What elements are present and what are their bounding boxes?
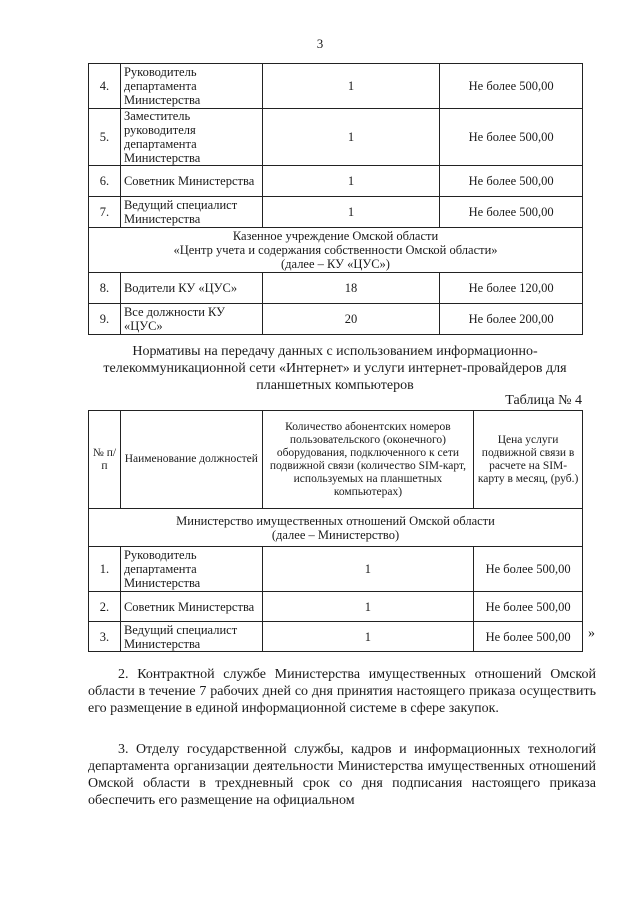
paragraph-item-2: 2. Контрактной службе Министерства имущественных отношений Омской области в течение 7 рабочих дней со дня принятия настоящего приказа осуществить его размещение в единой информационной системе в сфере закупок. [88,667,596,716]
section-title-line: Министерство имущественных отношений Омской области [176,513,495,528]
price-limit: Не более 500,00 [440,166,583,197]
row-number: 5. [89,109,121,166]
header-position: Наименование должностей [120,411,262,509]
position-name: Все должности КУ «ЦУС» [120,304,262,335]
table-caption: Таблица № 4 [505,393,582,408]
price-limit: Не более 500,00 [440,109,583,166]
heading-line: Нормативы на передачу данных с использованием информационно- [132,344,538,359]
section-row [89,228,583,273]
internet-norms-table-continued [88,63,583,335]
section-title-line: (далее – Министерство) [271,527,400,542]
price-limit: Не более 500,00 [474,592,583,622]
section-title [89,509,583,547]
row-number: 7. [89,197,121,228]
header-sim-count: Количество абонентских номеров пользовательского (оконечного) оборудования, подключенного к сети подвижной связи (количество SIM-карт, используемых на планшетных компьютерах) [262,411,474,509]
paragraph-item-3: 3. Отделу государственной службы, кадров и информационных технологий департамента организации деятельности Министерства имущественных отношений Омской области в трехдневный срок со дня подписания настоящего приказа обеспечить его размещение на официальном [88,742,596,808]
row-number: 8. [89,273,121,304]
row-number: 9. [89,304,121,335]
table-row [89,273,583,304]
position-name: Ведущий специалист Министерства [120,197,262,228]
sim-count: 1 [262,622,474,652]
tablets-norms-heading [70,343,600,394]
section-title [89,228,583,273]
price-limit: Не более 500,00 [440,64,583,109]
row-number: 2. [89,592,121,622]
section-title-line: Казенное учреждение Омской области [232,229,439,243]
position-name: Советник Министерства [120,592,262,622]
header-row [89,411,583,509]
table-row [89,64,583,109]
section-row [89,509,583,547]
row-number: 3. [89,622,121,652]
page-number: 3 [316,36,324,51]
table-row [89,197,583,228]
tablets-norms-table [88,410,583,652]
closing-quote: » [588,626,595,641]
sim-count: 1 [262,64,440,109]
sim-count: 1 [262,547,474,592]
position-name: Руководитель департамента Министерства [120,547,262,592]
price-limit: Не более 500,00 [474,622,583,652]
header-price: Цена услуги подвижной связи в расчете на SIM-карту в месяц, (руб.) [474,411,583,509]
sim-count: 18 [262,273,440,304]
price-limit: Не более 200,00 [440,304,583,335]
position-name: Советник Министерства [120,166,262,197]
position-name: Заместитель руководителя департамента Министерства [120,109,262,166]
section-title-line: «Центр учета и содержания собственности Омской области» [173,243,498,257]
heading-line: планшетных компьютеров [256,378,414,393]
price-limit: Не более 500,00 [440,197,583,228]
price-limit: Не более 120,00 [440,273,583,304]
sim-count: 1 [262,166,440,197]
position-name: Ведущий специалист Министерства [120,622,262,652]
table-row [89,109,583,166]
section-title-line: (далее – КУ «ЦУС») [281,257,390,271]
sim-count: 1 [262,109,440,166]
sim-count: 1 [262,592,474,622]
heading-line: телекоммуникационной сети «Интернет» и услуги интернет-провайдеров для [103,361,567,376]
table-row [89,592,583,622]
table-row [89,622,583,652]
row-number: 1. [89,547,121,592]
position-name: Руководитель департамента Министерства [120,64,262,109]
sim-count: 1 [262,197,440,228]
position-name: Водители КУ «ЦУС» [120,273,262,304]
row-number: 4. [89,64,121,109]
sim-count: 20 [262,304,440,335]
price-limit: Не более 500,00 [474,547,583,592]
table-row [89,547,583,592]
header-number: № п/п [89,411,121,509]
table-row [89,166,583,197]
table-row [89,304,583,335]
row-number: 6. [89,166,121,197]
